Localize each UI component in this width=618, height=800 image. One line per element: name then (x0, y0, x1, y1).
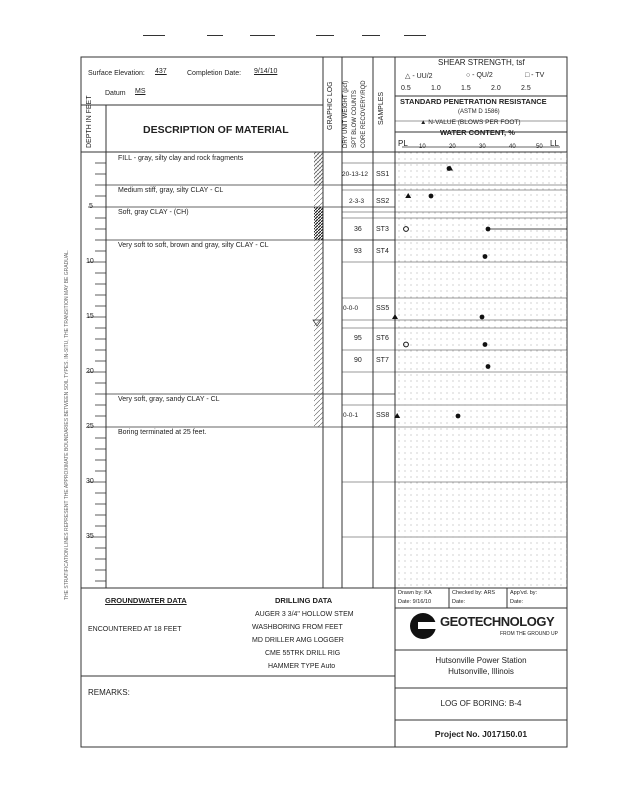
datum-value: MS (135, 88, 146, 95)
drill-rig-line: CME 55TRK DRILL RIG (265, 650, 341, 657)
sample-id: SS5 (376, 305, 390, 312)
description-header: DESCRIPTION OF MATERIAL (143, 124, 289, 136)
sample-value: 95 (354, 335, 362, 342)
sample-value: 0-0-1 (343, 412, 359, 419)
water-tick: 40 (509, 144, 516, 150)
dry-unit-header: DRY UNIT WEIGHT (pcf) (343, 80, 349, 148)
depth-tick-label: 10 (86, 258, 94, 265)
date-checked: Date: (452, 599, 466, 605)
spt-subtitle: (ASTM D 1586) (458, 109, 500, 115)
sample-id: ST6 (376, 335, 389, 342)
stratum-description: Boring terminated at 25 feet. (118, 429, 207, 436)
drawn-by: Drawn by: KA (398, 590, 432, 596)
spt-title: STANDARD PENETRATION RESISTANCE (400, 97, 547, 106)
sample-value: 2-3-3 (349, 198, 365, 205)
n-value-point (392, 314, 398, 319)
qu-shear-point (404, 342, 409, 347)
sample-id: SS8 (376, 412, 390, 419)
sample-value: 0-0-0 (343, 305, 359, 312)
depth-tick-label: 35 (86, 533, 94, 540)
groundwater-title: GROUNDWATER DATA (105, 596, 187, 605)
shear-tick: 2.5 (521, 85, 531, 92)
water-tick: 50 (536, 144, 543, 150)
logo-tagline: FROM THE GROUND UP (500, 631, 558, 637)
depth-tick-label: 25 (86, 423, 94, 430)
project-number: Project No. J017150.01 (434, 729, 528, 739)
surface-elevation-value: 437 (155, 68, 167, 75)
hammer-line: HAMMER TYPE Auto (268, 663, 336, 670)
water-content-point (483, 254, 488, 259)
sample-id: ST3 (376, 226, 389, 233)
completion-date-value: 9/14/10 (254, 68, 278, 75)
depth-tick-label: 15 (86, 313, 94, 320)
depth-tick-label: 30 (86, 478, 94, 485)
shear-tick: 1.0 (431, 85, 441, 92)
log-title: LOG OF BORING: B-4 (440, 699, 522, 708)
n-value-point (405, 193, 411, 198)
graphic-log-header: GRAPHIC LOG (327, 81, 334, 130)
checked-by: Checked by: ARS (452, 590, 496, 596)
depth-header: DEPTH IN FEET (86, 95, 93, 148)
water-tick: 30 (479, 144, 486, 150)
shear-tick: 0.5 (401, 85, 411, 92)
water-content-point (429, 194, 434, 199)
remarks-label: REMARKS: (88, 688, 130, 697)
sample-value: 20-13-12 (342, 171, 369, 178)
pl-label: PL (398, 139, 408, 148)
depth-tick-label: 5 (89, 203, 93, 210)
sample-value: 93 (354, 248, 362, 255)
spt-header: SPT BLOW COUNTS (352, 90, 358, 148)
core-header: CORE RECOVERY/RQD (361, 80, 367, 148)
stratum-description: FILL - gray, silty clay and rock fragments (118, 155, 244, 162)
surface-elevation-label: Surface Elevation: (88, 70, 145, 77)
water-tick: 10 (419, 144, 426, 150)
depth-tick-label: 20 (86, 368, 94, 375)
date-drawn: Date: 9/16/10 (398, 599, 432, 605)
ll-label: LL (550, 139, 559, 148)
stratum-description: Very soft to soft, brown and gray, silty CLAY - CL (118, 242, 269, 249)
water-content-point (483, 342, 488, 347)
water-content-point (456, 414, 461, 419)
date-approved: Date: (510, 599, 524, 605)
sample-id: SS1 (376, 171, 390, 178)
station-name: Hutsonville Power Station (435, 656, 527, 665)
sample-id: ST7 (376, 357, 389, 364)
shear-legend-uu: △ - UU/2 (405, 73, 433, 80)
shear-tick: 1.5 (461, 85, 471, 92)
sample-id: SS2 (376, 198, 390, 205)
water-content-point (480, 315, 485, 320)
station-location: Hutsonville, Illinois (448, 667, 514, 676)
driller-line: MD DRILLER AMG LOGGER (252, 637, 344, 644)
water-content-point (486, 364, 491, 369)
geotechnology-logo-icon (410, 613, 436, 639)
stratum-description: Soft, gray CLAY - (CH) (118, 209, 189, 216)
margin-note: THE STRATIFICATION LINES REPRESENT THE APPROXIMATE BOUNDARIES BETWEEN SOIL TYPES. IN-SITU, THE TRANSITION MAY BE GRADUAL. (64, 249, 70, 600)
washboring-line: WASHBORING FROM FEET (252, 624, 343, 631)
logo-wordmark: GEOTECHNOLOGY (440, 614, 555, 629)
qu-shear-point (404, 227, 409, 232)
drilling-title: DRILLING DATA (275, 596, 333, 605)
stratum-description: Medium stiff, gray, silty CLAY - CL (118, 187, 224, 194)
stratum-description: Very soft, gray, sandy CLAY - CL (118, 396, 220, 403)
samples-header: SAMPLES (378, 91, 385, 125)
spt-n-legend: ▲ N-VALUE (BLOWS PER FOOT) (420, 119, 521, 126)
shear-title: SHEAR STRENGTH, tsf (438, 58, 525, 67)
sample-value: 36 (354, 226, 362, 233)
completion-date-label: Completion Date: (187, 70, 242, 77)
n-value-point (394, 413, 400, 418)
water-tick: 20 (449, 144, 456, 150)
sample-id: ST4 (376, 248, 389, 255)
shear-legend-tv: □ - TV (525, 72, 545, 79)
groundwater-text: ENCOUNTERED AT 18 FEET (88, 626, 182, 633)
approved-by: App'vd. by: (510, 590, 538, 596)
water-title: WATER CONTENT, % (440, 128, 515, 137)
shear-tick: 2.0 (491, 85, 501, 92)
sample-value: 90 (354, 357, 362, 364)
auger-line: AUGER 3 3/4" HOLLOW STEM (255, 611, 354, 618)
datum-label: Datum (105, 90, 126, 97)
shear-legend-qu: ○ - QU/2 (466, 72, 493, 79)
